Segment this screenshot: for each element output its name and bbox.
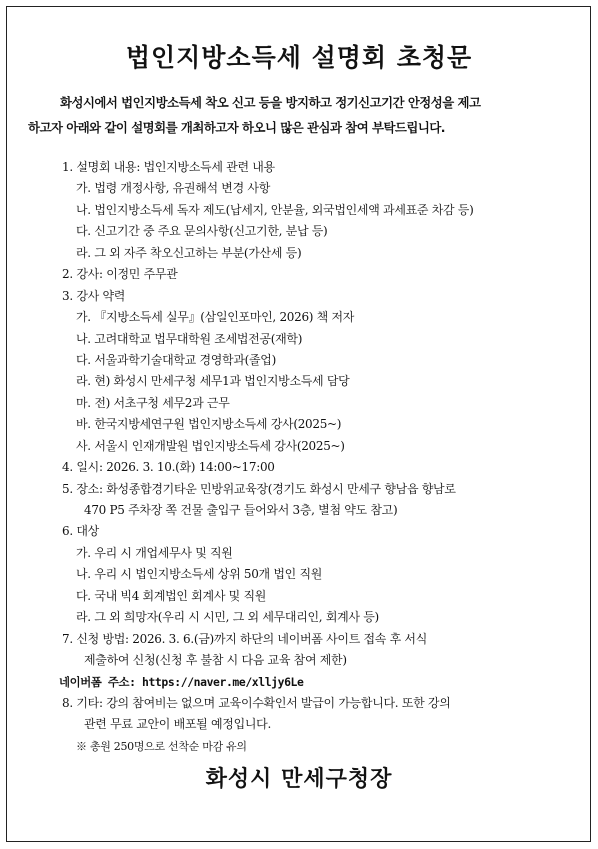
list-item: 다. 국내 빅4 회계법인 회계사 및 직원 <box>76 588 267 603</box>
details-list <box>59 157 582 757</box>
list-item: 관련 무료 교안이 배포될 예정입니다. <box>84 717 271 732</box>
list-item: 6. 대상 <box>62 524 99 539</box>
list-item: 제출하여 신청(신청 후 불참 시 다음 교육 참여 제한) <box>84 653 347 668</box>
list-item: 나. 고려대학교 법무대학원 조세법전공(재학) <box>76 331 303 346</box>
list-item: 다. 신고기간 중 주요 문의사항(신고기한, 분납 등) <box>76 224 328 239</box>
list-item: 라. 그 외 희망자(우리 시 시민, 그 외 세무대리인, 회계사 등) <box>76 610 379 625</box>
list-item: 가. 법령 개정사항, 유권해석 변경 사항 <box>76 181 270 196</box>
intro-line-1: 화성시에서 법인지방소득세 착오 신고 등을 방지하고 정기신고기간 안정성을 제고 <box>60 95 481 110</box>
list-item: 2. 강사: 이정민 주무관 <box>62 267 178 282</box>
issuer-signature: 화성시 만세구청장 <box>205 767 393 792</box>
list-item: 3. 강사 약력 <box>62 288 126 303</box>
list-item: 나. 우리 시 법인지방소득세 상위 50개 법인 직원 <box>76 567 323 582</box>
list-item: 다. 서울과학기술대학교 경영학과(졸업) <box>76 352 276 367</box>
list-item: 4. 일시: 2026. 3. 10.(화) 14:00~17:00 <box>62 460 275 475</box>
notice-note: ※ 총원 250명으로 선착순 마감 유의 <box>76 739 247 753</box>
list-item: 라. 그 외 자주 착오신고하는 부분(가산세 등) <box>76 245 302 260</box>
list-item: 1. 설명회 내용: 법인지방소득세 관련 내용 <box>62 160 275 174</box>
list-item: 나. 법인지방소득세 독자 제도(납세지, 안분율, 외국법인세액 과세표준 차감 등) <box>76 202 474 217</box>
list-item: 470 P5 주차장 쪽 건물 출입구 들어와서 3층, 별첨 약도 참고) <box>84 503 398 517</box>
list-item: 7. 신청 방법: 2026. 3. 6.(금)까지 하단의 네이버폼 사이트 접속 후 서식 <box>62 631 427 646</box>
list-item: 가. 우리 시 개업세무사 및 직원 <box>76 545 233 560</box>
intro-paragraph <box>28 90 568 140</box>
list-item: 가. 『지방소득세 실무』(삼일인포마인, 2026) 책 저자 <box>76 310 355 325</box>
page-title: 법인지방소득세 설명회 초청문 <box>125 43 473 72</box>
list-item: 8. 기타: 강의 참여비는 없으며 교육이수확인서 발급이 가능합니다. 또한 강의 <box>62 695 451 710</box>
list-item: 바. 한국지방세연구원 법인지방소득세 강사(2025~) <box>76 417 342 432</box>
list-item: 마. 전) 서초구청 세무2과 근무 <box>76 395 230 410</box>
list-item: 5. 장소: 화성종합경기타운 민방위교육장(경기도 화성시 만세구 향남읍 향남로 <box>62 481 456 496</box>
intro-line-2: 하고자 아래와 같이 설명회를 개최하고자 하오니 많은 관심과 참여 부탁드립니다. <box>28 120 446 135</box>
naver-form-link[interactable]: 네이버폼 주소: https://naver.me/xlljy6Le <box>59 674 304 689</box>
list-item: 라. 현) 화성시 만세구청 세무1과 법인지방소득세 담당 <box>76 374 350 389</box>
list-item: 사. 서울시 인재개발원 법인지방소득세 강사(2025~) <box>76 438 345 453</box>
